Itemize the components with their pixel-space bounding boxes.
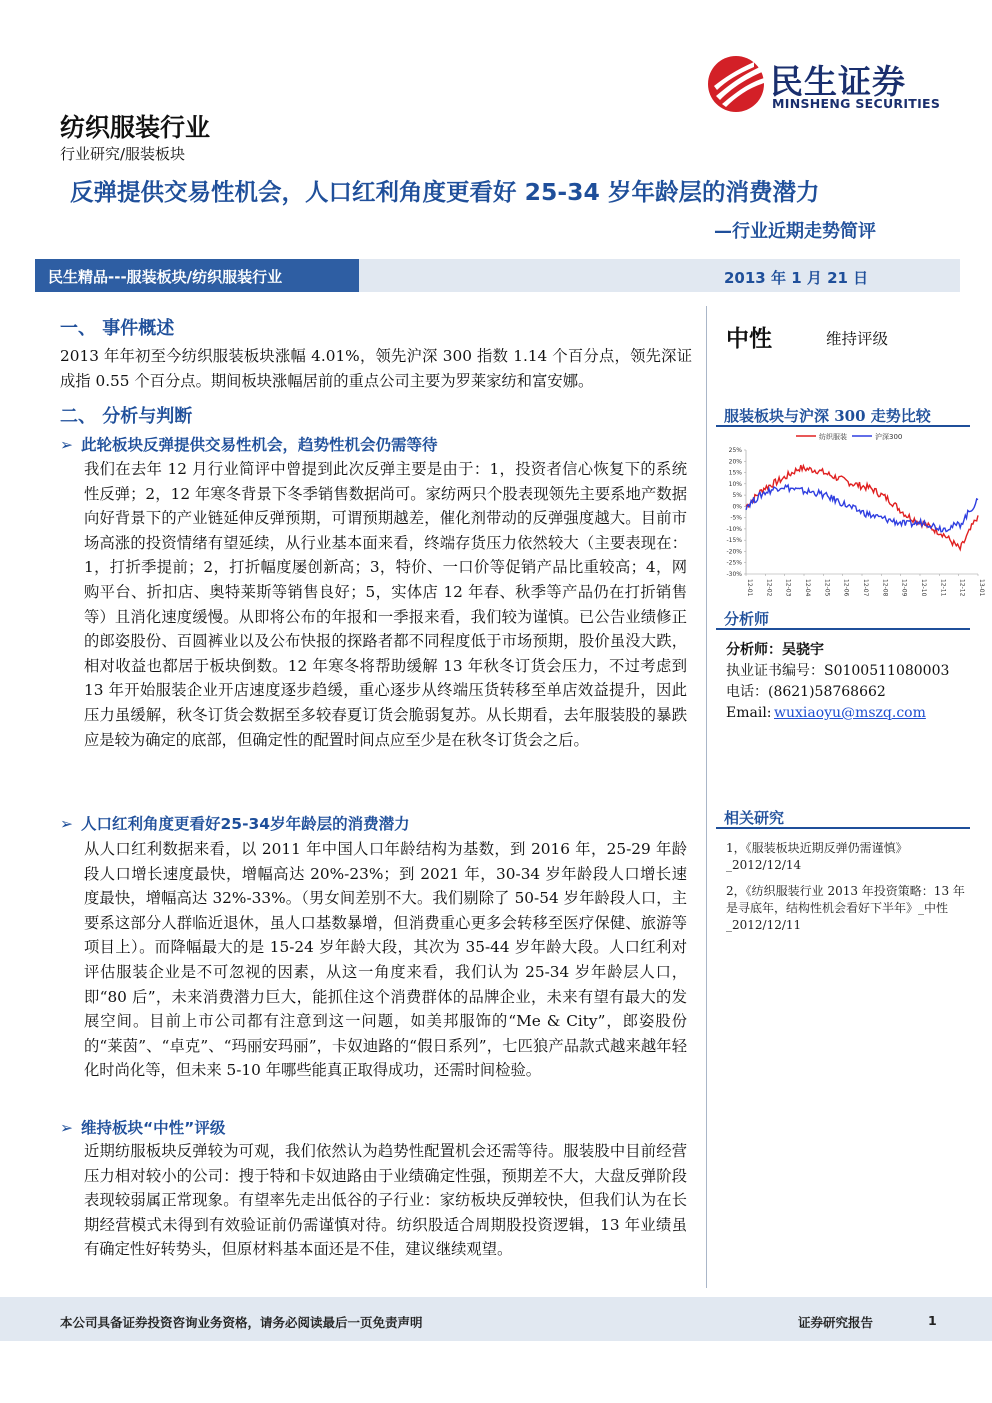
y-tick-label: -10%	[726, 525, 742, 533]
brand-name-cn: 民生证券	[770, 62, 906, 101]
x-tick-label: 12-09	[900, 579, 908, 597]
analyst-phone: 电话：(8621)58768662	[726, 684, 886, 700]
section-rule	[716, 425, 970, 427]
x-tick-label: 12-05	[823, 579, 831, 597]
chart-section-title: 服装板块与沪深 300 走势比较	[724, 407, 931, 425]
arrow-bullet-icon: ➢	[60, 815, 73, 833]
legend-label: 沪深300	[875, 433, 903, 441]
legend-label: 纺织服装	[819, 433, 847, 441]
column-divider	[706, 306, 707, 1288]
analyst-email-label: Email:	[726, 705, 772, 721]
x-tick-label: 12-07	[862, 579, 869, 597]
x-tick-label: 13-01	[978, 579, 985, 597]
y-tick-label: 15%	[728, 469, 742, 477]
rating-value: 中性	[726, 326, 772, 352]
arrow-bullet-icon: ➢	[60, 436, 73, 454]
section-rule	[716, 827, 970, 829]
bullet-title: 此轮板块反弹提供交易性机会，趋势性机会仍需等待	[81, 436, 438, 454]
section-title-event: 一、 事件概述	[60, 318, 175, 339]
footer-doc-type: 证券研究报告	[798, 1315, 874, 1330]
brand-name-en: MINSHENG SECURITIES	[772, 96, 941, 111]
y-tick-label: -5%	[730, 514, 742, 522]
y-tick-label: 25%	[728, 447, 742, 454]
bullet-paragraph: 从人口红利数据来看，以 2011 年中国人口年龄结构为基数，到 2016 年，25-29 年龄段人口增长速度最快，增幅高达 20%-23%；到 2021 年，30-34 岁年龄段人口增长速度最快，增幅高达 32%-33%。（男女间差别不大。我们剔除了 50-54 岁年龄段人口，主要系这部分人群临近退休，虽人口基数暴增，但消费重心更多会转移至医疗保健、旅游等项目上）。而降幅最大的是 15-24 岁年龄大段，其次为 35-44 岁年龄大段。人口红利对评估服装企业是不可忽视的因素，从这一角度来看，我们认为 25-34 岁年龄层人口，即“80 后”，未来消费潜力巨大，能抓住这个消费群体的品牌企业，未来有望有最大的发展空间。目前上市公司都有注意到这一问题，如美邦服饰的“Me & City”，郎姿股份的“莱茵”、“卓克”、“玛丽安玛丽”，卡奴迪路的“假日系列”，七匹狼产品款式越来越年轻化时尚化等，但未来 5-10 年哪些能真正取得成功，还需时间检验。	[84, 840, 687, 1080]
bullet-title: 维持板块“中性”评级	[81, 1119, 226, 1137]
x-tick-label: 12-02	[765, 579, 773, 597]
x-tick-label: 12-08	[881, 579, 889, 597]
x-tick-label: 12-11	[939, 579, 947, 597]
bullet-heading	[60, 433, 438, 455]
analyst-email-link[interactable]: wuxiaoyu@mszq.com	[774, 705, 926, 721]
trend-chart	[716, 428, 984, 604]
y-tick-label: 20%	[728, 458, 742, 466]
x-tick-label: 12-03	[784, 579, 792, 597]
bullet-title: 人口红利角度更看好25-34岁年龄层的消费潜力	[81, 815, 410, 833]
x-tick-label: 12-06	[842, 579, 850, 597]
y-tick-label: -30%	[726, 571, 742, 578]
related-report-item[interactable]: 2，《纺织服装行业 2013 年投资策略：13 年是寻底年，结构性机会看好下半年》_中性_2012/12/11	[726, 884, 965, 932]
section-text-event: 2013 年年初至今纺织服装板块涨幅 4.01%，领先沪深 300 指数 1.14 个百分点，领先深证成指 0.55 个百分点。期间板块涨幅居前的重点公司主要为罗莱家纺和富安娜。	[60, 347, 692, 390]
company-logo-icon	[706, 52, 770, 116]
y-tick-label: 5%	[732, 492, 742, 500]
page-number: 1	[928, 1313, 937, 1328]
bullet-paragraph: 我们在去年 12 月行业简评中曾提到此次反弹主要是由于：1，投资者信心恢复下的系统性反弹；2，12 年寒冬背景下冬季销售数据尚可。家纺两只个股表现领先主要系地产数据向好背景下的产业链延伸反弹预期，可谓预期越差，催化剂带动的反弹强度越大。目前市场高涨的投资情绪有望延续，从行业基本面来看，终端存货压力依然较大（主要表现在：1，打折季提前；2，打折幅度屡创新高；3，特价、一口价等促销产品比重较高；4，网购平台、折扣店、奥特莱斯等销售良好；5，实体店 12 年春、秋季等产品仍在打折销售等）且消化速度缓慢。从即将公布的年报和一季报来看，我们较为谨慎。已公告业绩修正的郎姿股份、百圆裤业以及公布快报的探路者都不同程度低于市场预期，股价虽没大跌，相对收益也都居于板块倒数。12 年寒冬将帮助缓解 13 年秋冬订货会压力，不过考虑到 13 年开始服装企业开店速度逐步趋缓，重心逐步从终端压货转移至单店效益提升，因此压力虽缓解，秋冬订货会数据至多较春夏订货会脆弱复苏。从长期看，去年服装股的暴跌应是较为确定的底部，但确定性的配置时间点应至少是在秋冬订货会之后。	[84, 460, 687, 749]
y-tick-label: -15%	[726, 537, 742, 545]
series-line	[746, 485, 978, 532]
report-subheadline: —行业近期走势简评	[714, 221, 876, 242]
x-tick-label: 12-04	[804, 579, 811, 597]
subcategory: 行业研究/服装板块	[60, 145, 186, 163]
series-line	[746, 465, 978, 549]
x-tick-label: 12-12	[958, 579, 966, 597]
section-rule	[716, 628, 970, 630]
analyst-name: 分析师：吴骁宇	[726, 642, 824, 658]
y-tick-label: 10%	[728, 480, 742, 488]
x-tick-label: 12-10	[920, 579, 927, 597]
arrow-bullet-icon: ➢	[60, 1119, 73, 1137]
industry-title: 纺织服装行业	[60, 113, 211, 142]
analyst-cert: 执业证书编号：S0100511080003	[726, 663, 950, 679]
y-tick-label: -20%	[726, 548, 742, 556]
footer-disclaimer: 本公司具备证券投资咨询业务资格，请务必阅读最后一页免责声明	[60, 1315, 423, 1330]
related-section-title: 相关研究	[724, 809, 785, 827]
y-tick-label: -25%	[726, 559, 742, 567]
bullet-heading	[60, 812, 410, 834]
y-tick-label: 0%	[732, 503, 742, 511]
related-report-item[interactable]: 1，《服装板块近期反弹仍需谨慎》_2012/12/14	[726, 841, 908, 872]
report-date: 2013 年 1 月 21 日	[724, 269, 869, 287]
rating-note: 维持评级	[826, 330, 889, 348]
section-title-analysis: 二、 分析与判断	[60, 406, 193, 427]
analyst-section-title: 分析师	[724, 610, 770, 628]
bullet-paragraph: 近期纺服板块反弹较为可观，我们依然认为趋势性配置机会还需等待。服装股中目前经营压力相对较小的公司：搜于特和卡奴迪路由于业绩确定性强，预期差不大，大盘反弹阶段表现较弱属正常现象。有望率先走出低谷的子行业：家纺板块反弹较快，但我们认为在长期经营模式未得到有效验证前仍需谨慎对待。纺织股适合周期股投资逻辑，13 年业绩虽有确定性好转势头，但原材料基本面还是不佳，建议继续观望。	[84, 1142, 687, 1259]
x-tick-label: 12-01	[746, 579, 753, 597]
bullet-heading	[60, 1116, 225, 1138]
report-headline: 反弹提供交易性机会，人口红利角度更看好 25-34 岁年龄层的消费潜力	[70, 178, 820, 206]
banner-category: 民生精品---服装板块/纺织服装行业	[48, 268, 283, 286]
